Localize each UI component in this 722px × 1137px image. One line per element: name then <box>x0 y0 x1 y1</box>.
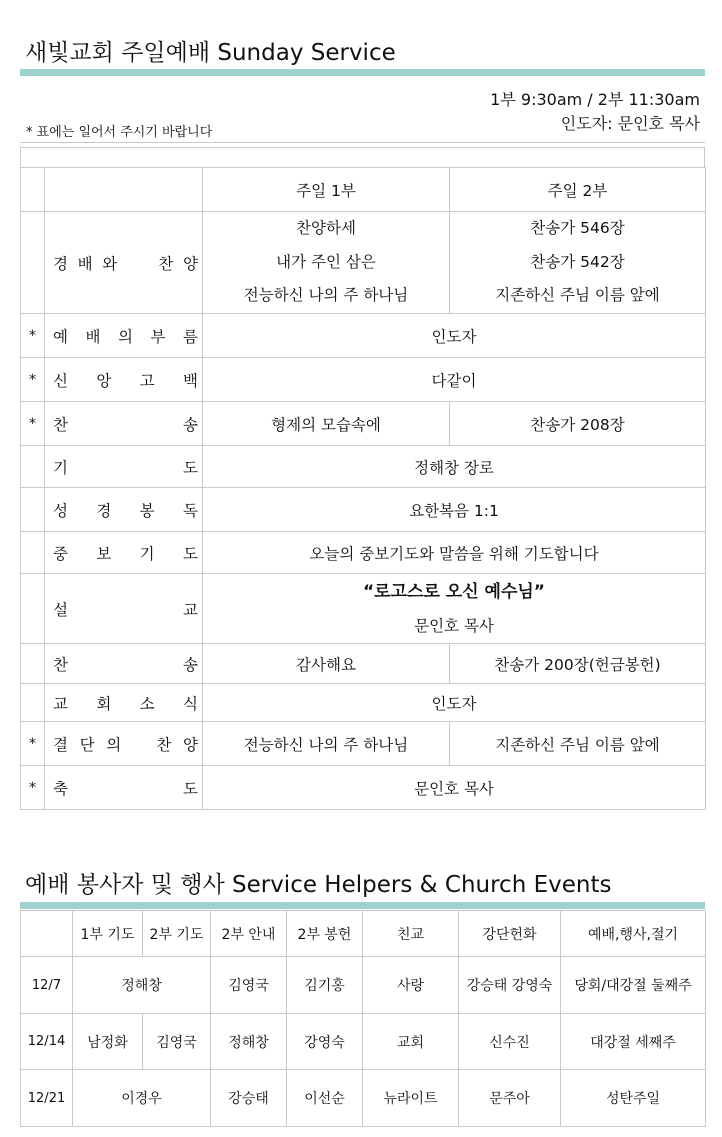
fellowship-cell: 교회 <box>363 1014 459 1070</box>
table-row <box>21 644 706 684</box>
table-row <box>21 488 706 532</box>
header-cell: 2부 기도 <box>143 911 211 957</box>
header-cell: 강단헌화 <box>459 911 561 957</box>
table-row <box>21 1070 706 1127</box>
star-cell <box>21 532 45 574</box>
call-label: 예 배 의 부 름 <box>45 314 203 358</box>
table-top-strip <box>20 147 705 167</box>
table-row <box>21 574 706 644</box>
usher-cell: 정해창 <box>211 1014 287 1070</box>
hymn-label: 찬 송 <box>45 402 203 446</box>
header-cell: 1부 기도 <box>73 911 143 957</box>
table-row <box>21 314 706 358</box>
scripture-label: 성 경 봉 독 <box>45 488 203 532</box>
hymn2-second-service: 찬송가 200장(헌금봉헌) <box>450 644 706 684</box>
star-cell: * <box>21 358 45 402</box>
decision-label: 결 단 의 찬 양 <box>45 722 203 766</box>
worship-title: 새빛교회 주일예배 Sunday Service <box>25 40 396 66</box>
flowers-cell: 문주아 <box>459 1070 561 1127</box>
offering-cell: 이선순 <box>287 1070 363 1127</box>
standing-note: * 표에는 일어서 주시기 바랍니다 <box>26 125 213 140</box>
decision-second-service: 지존하신 주님 이름 앞에 <box>450 722 706 766</box>
star-cell <box>21 168 45 212</box>
prayer-cell: 이경우 <box>73 1070 211 1127</box>
decision-first-service: 전능하신 나의 주 하나님 <box>203 722 450 766</box>
prayer2-cell: 김영국 <box>143 1014 211 1070</box>
event-cell: 당회/대강절 둘째주 <box>561 957 706 1014</box>
corner-cell <box>21 911 73 957</box>
benediction-label: 축 도 <box>45 766 203 810</box>
event-cell: 성탄주일 <box>561 1070 706 1127</box>
service-times: 1부 9:30am / 2부 11:30am <box>490 90 700 109</box>
service-leader: 인도자: 문인호 목사 <box>560 114 700 133</box>
flowers-cell: 신수진 <box>459 1014 561 1070</box>
table-row <box>21 957 706 1014</box>
table-row <box>21 1014 706 1070</box>
fellowship-cell: 뉴라이트 <box>363 1070 459 1127</box>
star-cell <box>21 574 45 644</box>
divider <box>20 142 705 143</box>
offering-cell: 김기홍 <box>287 957 363 1014</box>
hymn2-first-service: 감사해요 <box>203 644 450 684</box>
star-cell: * <box>21 402 45 446</box>
header-cell: 2부 봉헌 <box>287 911 363 957</box>
praise-first-service: 찬양하세 내가 주인 삼은 전능하신 나의 주 하나님 <box>203 212 450 314</box>
header-cell: 2부 안내 <box>211 911 287 957</box>
praise-second-service: 찬송가 546장 찬송가 542장 지존하신 주님 이름 앞에 <box>450 212 706 314</box>
table-row <box>21 722 706 766</box>
prayer-cell: 정해창 <box>73 957 211 1014</box>
header-cell: 친교 <box>363 911 459 957</box>
table-row <box>21 766 706 810</box>
star-cell: * <box>21 314 45 358</box>
hymn2-label: 찬 송 <box>45 644 203 684</box>
sermon-title: “로고스로 오신 예수님” <box>363 581 545 602</box>
praise-label: 경 배 와 찬 양 <box>45 212 203 314</box>
usher-cell: 김영국 <box>211 957 287 1014</box>
star-cell <box>21 488 45 532</box>
prayer-label: 기 도 <box>45 446 203 488</box>
table-row <box>21 911 706 957</box>
sermon-preacher: 문인호 목사 <box>414 616 494 635</box>
prayer1-cell: 남정화 <box>73 1014 143 1070</box>
usher-cell: 강승태 <box>211 1070 287 1127</box>
benediction-value: 문인호 목사 <box>203 766 706 810</box>
table-row <box>21 402 706 446</box>
prayer-value: 정해창 장로 <box>203 446 706 488</box>
table-row <box>21 358 706 402</box>
label-cell <box>45 168 203 212</box>
date-cell: 12/21 <box>21 1070 73 1127</box>
helpers-title-underline <box>20 902 705 909</box>
table-row <box>21 212 706 314</box>
column-header-second: 주일 2부 <box>450 168 706 212</box>
column-header-first: 주일 1부 <box>203 168 450 212</box>
news-label: 교 회 소 식 <box>45 684 203 722</box>
intercession-value: 오늘의 중보기도와 말씀을 위해 기도합니다 <box>203 532 706 574</box>
sermon-label: 설 교 <box>45 574 203 644</box>
star-cell: * <box>21 722 45 766</box>
creed-label: 신 앙 고 백 <box>45 358 203 402</box>
scripture-value: 요한복음 1:1 <box>203 488 706 532</box>
news-value: 인도자 <box>203 684 706 722</box>
star-cell <box>21 212 45 314</box>
date-cell: 12/7 <box>21 957 73 1014</box>
sermon-value <box>203 574 706 644</box>
event-cell: 대강절 세째주 <box>561 1014 706 1070</box>
helpers-table <box>20 910 706 1127</box>
offering-cell: 강영숙 <box>287 1014 363 1070</box>
flowers-cell: 강승태 강영숙 <box>459 957 561 1014</box>
star-cell <box>21 644 45 684</box>
intercession-label: 중 보 기 도 <box>45 532 203 574</box>
order-of-worship-table <box>20 167 706 810</box>
star-cell <box>21 446 45 488</box>
star-cell: * <box>21 766 45 810</box>
helpers-title: 예배 봉사자 및 행사 Service Helpers & Church Events <box>25 872 612 898</box>
hymn-first-service: 형제의 모습속에 <box>203 402 450 446</box>
fellowship-cell: 사랑 <box>363 957 459 1014</box>
header-cell: 예배,행사,절기 <box>561 911 706 957</box>
table-row <box>21 532 706 574</box>
table-row <box>21 684 706 722</box>
star-cell <box>21 684 45 722</box>
call-value: 인도자 <box>203 314 706 358</box>
creed-value: 다같이 <box>203 358 706 402</box>
table-row <box>21 168 706 212</box>
table-row <box>21 446 706 488</box>
date-cell: 12/14 <box>21 1014 73 1070</box>
hymn-second-service: 찬송가 208장 <box>450 402 706 446</box>
title-underline <box>20 69 705 76</box>
